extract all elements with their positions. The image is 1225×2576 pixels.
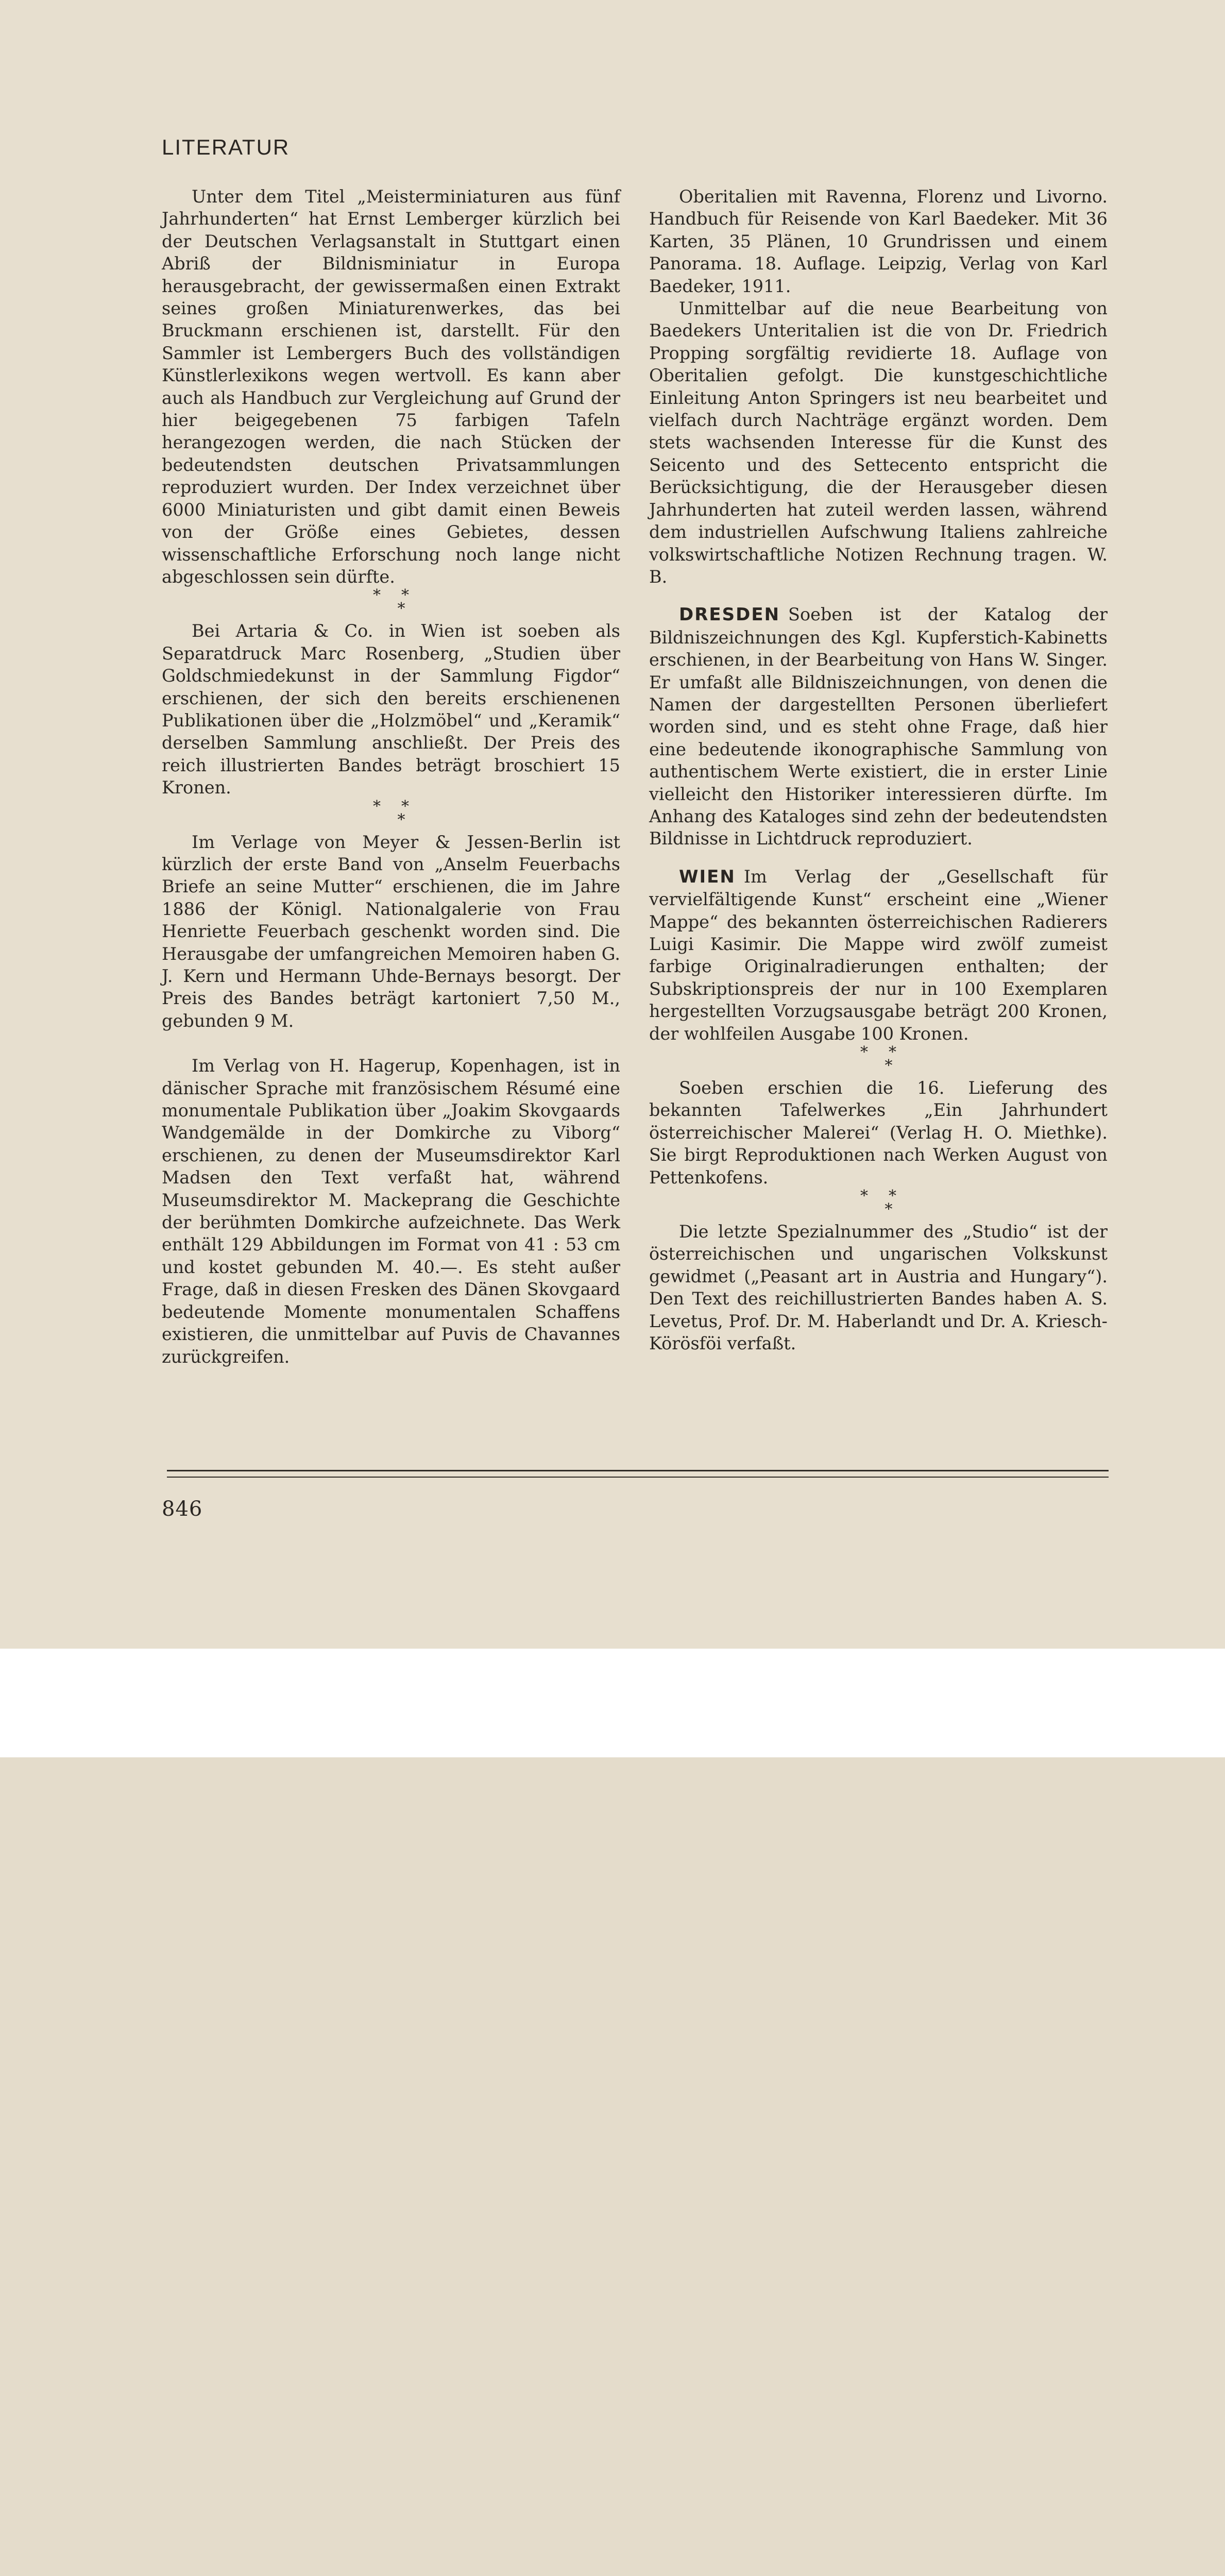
section-label-dresden: DRESDEN <box>679 604 780 625</box>
page-header: LITERATUR <box>162 135 290 159</box>
section-divider: ** * <box>373 586 430 618</box>
article-miniaturen: Unter dem Titel „Meisterminiaturen aus fünf Jahrhunderten“ hat Ernst Lemberger kürzlich bei der Deutschen Verlagsanstalt in Stuttgart einen Abriß der Bildnisminiatur in Europa herausgebracht, der gewissermaßen einen Extrakt seines großen Miniaturenwerkes, das bei Bruckmann erschienen ist, darstellt. Für den Sammler ist Lembergers Buch des vollständigen Künstlerlexikons wegen wertvoll. Es kann aber auch als Handbuch zur Vergleichung auf Grund der hier beigegebenen 75 farbigen Tafeln herangezogen werden, die nach Stücken der bedeutendsten deutschen Privatsammlungen reproduziert wurden. Der Index verzeichnet über 6000 Miniaturisten und gibt damit einen Beweis von der Größe eines Gebietes, dessen wissenschaftliche Erforschung noch lange nicht abgeschlossen sein dürfte. <box>162 187 620 587</box>
article-feuerbach: Im Verlage von Meyer & Jessen-Berlin ist kürzlich der erste Band von „Anselm Feuerbachs Briefe an seine Mutter“ erschienen, die im Jahre 1886 der Königl. Nationalgalerie von Frau Henriette Feuerbach geschenkt worden sind. Die Herausgabe der umfangreichen Memoiren haben G. J. Kern und Hermann Uhde-Bernays besorgt. Der Preis des Bandes beträgt kartoniert 7,50 M., gebunden 9 M. <box>162 832 620 1031</box>
article-artaria: Bei Artaria & Co. in Wien ist soeben als Separatdruck Marc Rosenberg, „Studien über Goldschmiedekunst in der Sammlung Figdor“ erschienen, der sich den bereits erschienenen Publikationen über die „Holzmöbel“ und „Keramik“ derselben Sammlung anschließt. Der Preis des reich illustrierten Bandes beträgt broschiert 15 Kronen. <box>162 621 620 798</box>
article-baedeker: Unmittelbar auf die neue Bearbeitung von Baedekers Unteritalien ist die von Dr. Friedrich Propping sorgfältig revidierte 18. Auflage von Oberitalien gefolgt. Die kunstgeschichtliche Einleitung Anton Springers ist neu bearbeitet und vielfach durch Nachträge ergänzt worden. Dem stets wachsenden Interesse für die Kunst des Seicento und des Settecento entspricht die Berücksichtigung, die der Herausgeber diesen Jahrhunderten hat zuteil werden lassen, während dem industriellen Aufschwung Italiens zahlreiche volkswirtschaftliche Notizen Rechnung tragen. W. B. <box>649 298 1108 587</box>
footer-rule <box>167 1470 1109 1471</box>
section-divider: ** * <box>373 797 430 829</box>
viewer-footer <box>0 1649 1225 1757</box>
article-dresden: DRESDEN Soeben ist der Katalog der Bildniszeichnungen des Kgl. Kupferstich-Kabinetts erschienen, in der Bearbeitung von Hans W. Singer. Er umfaßt alle Bildniszeichnungen, von denen die Namen der dargestellten Personen überliefert worden sind, und es steht ohne Frage, daß hier eine bedeutende ikonographische Sammlung von authentischem Werte existiert, die in erster Linie vielleicht den Historiker interessieren dürfte. Im Anhang des Kataloges sind zehn der bedeutendsten Bildnisse in Lichtdruck reproduziert. <box>649 604 1108 849</box>
footer-rule <box>167 1477 1109 1478</box>
article-wien: WIEN Im Verlag der „Gesellschaft für vervielfältigende Kunst“ erscheint eine „Wiener Mappe“ des bekannten österreichischen Radierers Luigi Kasimir. Die Mappe wird zwölf zumeist farbige Originalradierungen enthalten; der Subskriptionspreis der nur in 100 Exemplaren hergestellten Vorzugsausgabe beträgt 200 Kronen, der wohlfeilen Ausgabe 100 Kronen. <box>649 866 1108 1044</box>
page-number: 846 <box>162 1497 203 1521</box>
section-divider: ** * <box>860 1187 917 1219</box>
section-label-wien: WIEN <box>679 866 736 887</box>
book-notice-baedeker: Oberitalien mit Ravenna, Florenz und Livorno. Handbuch für Reisende von Karl Baedeker. Mit 36 Karten, 35 Plänen, 10 Grundrissen und einem Panorama. 18. Auflage. Leipzig, Verlag von Karl Baedeker, 1911. <box>649 187 1108 296</box>
right-column <box>649 185 1108 1355</box>
article-skovgaard: Im Verlag von H. Hagerup, Kopenhagen, ist in dänischer Sprache mit französischem Résumé eine monumentale Publikation über „Joakim Skovgaards Wandgemälde in der Domkirche zu Viborg“ erschienen, zu denen der Museumsdirektor Karl Madsen den Text verfaßt hat, während Museumsdirektor M. Mackeprang die Geschichte der berühmten Domkirche aufzeichnete. Das Werk enthält 129 Abbildungen im Format von 41 : 53 cm und kostet gebunden M. 40.—. Es steht außer Frage, daß in diesen Fresken des Dänen Skovgaard bedeutende Momente monumentalen Schaffens existieren, die unmittelbar auf Puvis de Chavannes zurückgreifen. <box>162 1056 620 1367</box>
article-miethke: Soeben erschien die 16. Lieferung des bekannten Tafelwerkes „Ein Jahrhundert österreichischer Malerei“ (Verlag H. O. Miethke). Sie birgt Reproduktionen nach Werken August von Pettenkofens. <box>649 1078 1108 1188</box>
article-studio: Die letzte Spezialnummer des „Studio“ ist der österreichischen und ungarischen Volkskunst gewidmet („Peasant art in Austria and Hungary“). Den Text des reichillustrierten Bandes haben A. S. Levetus, Prof. Dr. M. Haberlandt und Dr. A. Kriesch-Körösföi verfaßt. <box>649 1222 1108 1354</box>
left-column <box>162 185 620 1368</box>
section-divider: ** * <box>860 1043 917 1075</box>
